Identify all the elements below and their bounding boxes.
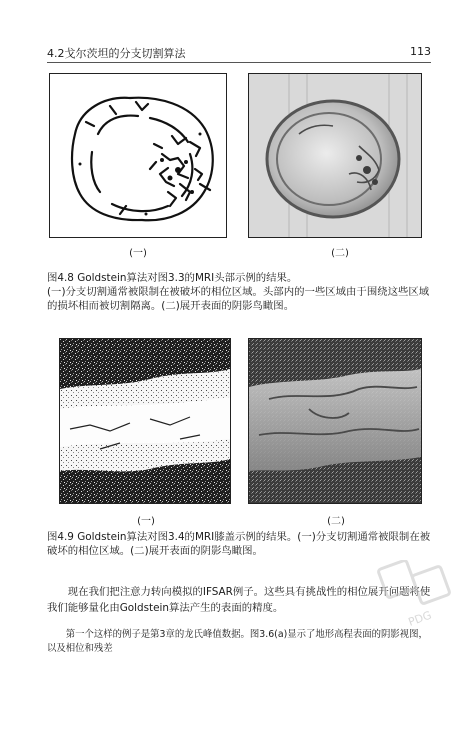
figure-4-9-caption (47, 530, 431, 558)
figure-4-8b-shaded-surface-image (248, 73, 422, 238)
figure-4-8b-label: (二) (331, 248, 349, 259)
header-rule (47, 62, 431, 63)
body-paragraph-1-text: 现在我们把注意力转向模拟的IFSAR例子。这些具有挑战性的相位展开问题将使我们能够量化由Goldstein算法产生的表面的精度。 (47, 586, 431, 614)
figure-4-8-caption-body: (一)分支切割通常被限制在被破坏的相位区域。头部内的一些区域由于围绕这些区域的损坏相而被切割隔离。(二)展开表面的阴影鸟瞰图。 (47, 286, 430, 312)
figure-4-8-caption (47, 271, 431, 313)
body-paragraph-2-text: 第一个这样的例子是第3章的龙氏峰值数据。图3.6(a)显示了地形高程表面的阴影视图，以及相位和残差 (47, 629, 428, 654)
figure-4-9a-label: (一) (137, 516, 155, 527)
page-number: 113 (410, 45, 431, 58)
figure-4-9b-shaded-surface-image (248, 338, 422, 504)
figure-4-9b-label: (二) (327, 516, 345, 527)
figure-4-9-caption-text: 图4.9 Goldstein算法对图3.4的MRI膝盖示例的结果。(一)分支切割通常被限制在被破坏的相位区域。(二)展开表面的阴影鸟瞰图。 (47, 531, 431, 557)
figure-4-8a-label: (一) (129, 248, 147, 259)
watermark-logo (360, 560, 460, 640)
figure-4-8a-branch-cuts-image (49, 73, 227, 238)
section-title: 4.2戈尔茨坦的分支切割算法 (47, 47, 186, 60)
watermark-text: PDG (406, 608, 434, 629)
figure-4-8-caption-title: 图4.8 Goldstein算法对图3.3的MRI头部示例的结果。 (47, 272, 298, 284)
figure-4-9a-branch-cuts-image (59, 338, 231, 504)
running-header (47, 45, 431, 61)
